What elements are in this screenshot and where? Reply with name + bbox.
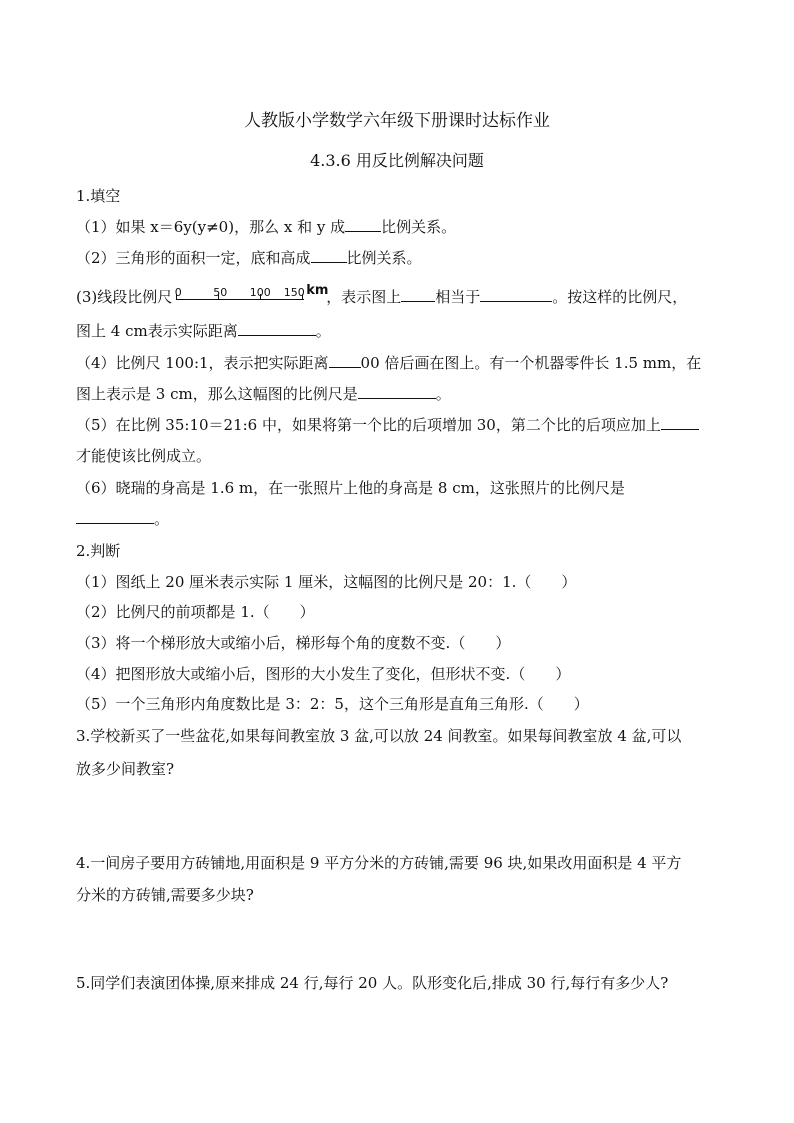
question-text: 图上表示是 3 cm，那么这幅图的比例尺是 — [76, 385, 358, 403]
judge-item-4: （4）把图形放大或缩小后，图形的大小发生了变化，但形状不变.（ ） — [76, 665, 571, 683]
answer-blank[interactable] — [329, 353, 361, 368]
question-1-5-line2: 才能使该比例成立。 — [76, 447, 212, 465]
question-text: （1）如果 x＝6y(y≠0)，那么 x 和 y 成 — [76, 218, 346, 236]
answer-blank[interactable] — [480, 287, 552, 302]
question-1-3 — [76, 284, 687, 307]
question-1-4-line2 — [76, 384, 451, 404]
judge-item-2: （2）比例尺的前项都是 1.（ ） — [76, 603, 315, 621]
question-1-6: （6）晓瑞的身高是 1.6 m，在一张照片上他的身高是 8 cm，这张照片的比例尺是 — [76, 479, 625, 497]
question-1-1 — [76, 217, 456, 237]
page-title: 人教版小学数学六年级下册课时达标作业 — [244, 111, 550, 131]
problem-4-line2: 分米的方砖铺,需要多少块? — [76, 886, 254, 904]
question-text: （4）比例尺 100:1，表示把实际距离 — [76, 354, 329, 372]
question-text: ，表示图上 — [326, 288, 402, 306]
answer-blank[interactable] — [661, 415, 699, 430]
scale-label: 50 — [213, 286, 228, 299]
scale-label: 150 — [283, 286, 305, 299]
question-1-3-line2 — [76, 321, 331, 341]
scale-label: 0 — [174, 286, 182, 299]
answer-blank[interactable] — [358, 384, 436, 399]
page-subtitle: 4.3.6 用反比例解决问题 — [310, 151, 484, 170]
question-text: 。 — [435, 385, 451, 403]
answer-blank[interactable] — [76, 509, 154, 524]
answer-blank[interactable] — [311, 248, 347, 263]
question-1-2 — [76, 248, 422, 268]
scale-unit: km — [306, 283, 329, 298]
judge-item-1: （1）图纸上 20 厘米表示实际 1 厘米，这幅图的比例尺是 20：1.（ ） — [76, 573, 577, 591]
question-1-6-line2 — [76, 509, 169, 529]
scale-label: 100 — [249, 286, 271, 299]
question-1-4 — [76, 353, 701, 373]
judge-item-3: （3）将一个梯形放大或缩小后，梯形每个角的度数不变.（ ） — [76, 634, 511, 652]
answer-blank[interactable] — [345, 217, 381, 232]
question-text: 。 — [154, 510, 170, 528]
question-text: 图上 4 cm表示实际距离 — [76, 322, 238, 340]
question-text: （5）在比例 35:10＝21:6 中，如果将第一个比的后项增加 30，第二个比的后项应加上 — [76, 416, 661, 434]
question-text: 00 倍后画在图上。有一个机器零件长 1.5 mm，在 — [360, 354, 702, 372]
section-heading-fill-in: 1.填空 — [76, 187, 121, 205]
question-text: (3)线段比例尺 — [76, 288, 173, 306]
problem-4-line1: 4.一间房子要用方砖铺地,用面积是 9 平方分米的方砖铺,需要 96 块,如果改用面积是 4 平方 — [76, 854, 682, 872]
problem-3-line1: 3.学校新买了一些盆花,如果每间教室放 3 盆,可以放 24 间教室。如果每间教室放 4 盆,可以 — [76, 727, 682, 745]
question-text: （2）三角形的面积一定，底和高成 — [76, 249, 311, 267]
answer-blank[interactable] — [401, 287, 435, 302]
question-text: 。 — [315, 322, 331, 340]
problem-3-line2: 放多少间教室? — [76, 760, 175, 778]
question-text: 相当于 — [435, 288, 481, 306]
answer-blank[interactable] — [238, 321, 316, 336]
question-text: 比例关系。 — [346, 249, 422, 267]
line-scale-bar — [174, 283, 329, 306]
section-heading-true-false: 2.判断 — [76, 542, 121, 560]
question-text: 。按这样的比例尺， — [552, 288, 688, 306]
problem-5-line1: 5.同学们表演团体操,原来排成 24 行,每行 20 人。队形变化后,排成 30 行,每行有多少人? — [76, 974, 669, 992]
question-text: 比例关系。 — [381, 218, 457, 236]
judge-item-5: （5）一个三角形内角度数比是 3：2：5，这个三角形是直角三角形.（ ） — [76, 695, 589, 713]
question-1-5 — [76, 415, 699, 435]
